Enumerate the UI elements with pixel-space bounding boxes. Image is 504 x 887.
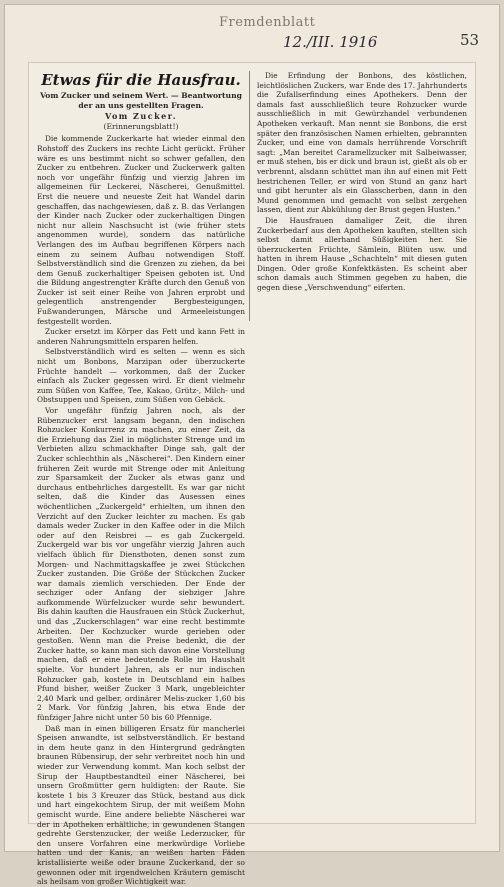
paragraph: Vor ungefähr fünfzig Jahren noch, als der Rübenzucker erst langsam begann, den indischen Rohzucker Konkurrenz zu machen, zu einer Zeit, da die Erziehung das Ziel in möglichster Strenge und im Verbieten allzu schmackhafter Dinge sah, galt der Zucker schlechthin als „Näscherei“. Den Kindern einer früheren Zeit wurde mit Strenge oder mit Anleitung zur Sparsamkeit der Zucker als etwas ganz und durchaus entbehrliches dargestellt. Es war gar nicht selten, daß die Kinder das Ausessen eines wöchentlichen „Zuckergeld“ erhielten, um ihnen den Verzicht auf den Zucker leichter zu machen. Es gab damals weder Zucker in den Kaffee oder in die Milch oder auf den Reisbrei — es gab Zuckergeld. Zuckergeld war bis vor ungefähr vierzig Jahren auch vielfach üblich für Dienstboten, denen sonst zum Morgen- und Nachmittagskaffee je zwei Stückchen Zucker zustanden. Die Größe der Stückchen Zucker war damals ziemlich verschieden. Der Ende der sechziger oder Anfang der siebziger Jahre aufkommende Würfelzucker wurde sehr bewundert. Bis dahin kauften die Hausfrauen ein Stück Zuckerhut, und das „Zuckerschlagen“ war eine recht bestimmte Arbeiten. Der Kochzucker wurde gerieben oder gestoßen. Wenn man die Preise bedenkt, die der Zucker hatte, so kann man sich davon eine Vorstellung machen, daß er eine bedeutende Rolle im Haushalt spielte. Vor hundert Jahren, als er nur indischen Rohzucker gab, kostete in Deutschland ein halbes Pfund bisher, weißer Zucker 3 Mark, ungebleichter 2,40 Mark und gelber, ordinärer Melis-zucker 1,60 bis 2 Mark. Vor fünfzig Jahren, bis etwa Ende der fünfziger Jahre nicht unter 50 bis 60 Pfennige. [37,406,245,722]
paragraph: Die Erfindung der Bonbons, des köstlichen, leichtlöslichen Zuckers, war Ende des 17. Jahrhunderts die Zufallserfindung eines Apothekers. Denn der damals fast ausschließlich teure Rohzucker wurde ausschließlich in mit Gewürzhandel verbundenen Apotheken verkauft. Man nennt sie Bonbons, die erst später den französischen Namen erhielten, gebrannten Zucker, und eine von damals herrührende Vorschrift sagt: „Man bereitet Caramellzucker mit Salbeiwasser, er muß stehen, bis er dick und braun ist, gießt als ob er verbrennt, alsdann schüttet man ihn auf einen mit Fett bestrichenen Teller, er wird von Stund an ganz hart und gibt herunter als ein Glasscherben, dann in den Mund genommen und gemacht von selbst zergehen lassen, dient zur Abkühlung der Brust gegen Husten.“ [257,71,467,215]
paragraph: Zucker ersetzt im Körper das Fett und kann Fett in anderen Nahrungsmitteln ersparen helfen. [37,327,245,346]
paragraph: Daß man in einen billigeren Ersatz für mancherlei Speisen anwandte, ist selbstverständlich. Er bestand in dem heute ganz in den Hintergrund gedrängten braunen Rübensirup, der sehr verbreitet noch hin und wieder zur Verwendung kommt. Man koch selbst der Sirup der Hauptbestandteil einer Näscherei, bei unsern Großmütter gern huldigten: der Raute. Sie kostete 1 bis 3 Kreuzer das Stück, bestand aus dick und hart eingekochtem Sirup, der mit weißem Mohn gemischt wurde. Eine andere beliebte Näscherei war der in Apotheken erhältliche, in gewundenen Stangen gedrehte Gerstenzucker, der weiße Lederzucker, für den unsere Vorfahren eine merkwürdige Vorliebe hatten und der Kanis, an weißen harten Fäden kristallisierte weiße oder braune Zuckerkand, der so gewonnen oder mit irgendwelchen Kräutern gemischt als heilsam von großer Wichtigkeit war. [37,723,245,887]
article-column-right [257,71,467,321]
handwritten-date: 12./III. 1916 [283,33,378,51]
article-column-left [37,71,245,887]
article-byline: Vom Zucker. [105,111,177,122]
paragraph: Die kommende Zuckerkarte hat wieder einmal den Rohstoff des Zuckers ins rechte Licht gerückt. Früher wäre es uns bestimmt nicht so schwer gefallen, den Zucker zu entbehren. Zucker und Zuckerwerk galten noch vor ungefähr fünfzig und vierzig Jahren im allgemeinen für Leckerei, Näscherei, Genußmittel. Erst die neuere und neueste Zeit hat Wandel darin geschaffen, das nachgewiesen, daß z. B. das Verlangen der Kinder nach Zucker oder zuckerhaltigen Dingen nicht nur allein Naschsucht ist (wie früher stets angenommen wurde), sondern das natürliche Verlangen des im Aufbau begriffenen Körpers nach einem zu seinem Aufbau notwendigen Stoff. Selbstverständlich sind die Grenzen zu ziehen, da bei dem Genuß zuckerhaltiger Speisen geboten ist. Und die Bildung angestrengter Kräfte durch den Genuß von Zucker ist seit einer Reihe von Jahren erprobt und gelegentlich anstrengender Bergbesteigungen, Fußwanderungen, Märsche und Armeeleistungen festgestellt worden. [37,134,245,326]
article-subtitle: Vom Zucker und seinem Wert. — Beantwortung der an uns gestellten Fragen. [40,91,242,110]
page-number: 53 [460,31,480,49]
source-stamp: Fremdenblatt [219,15,316,30]
column-divider [249,71,250,321]
newspaper-clipping [28,62,476,887]
article-title: Etwas für die Hausfrau. [41,71,241,89]
article-intro: (Erinnerungsblatt!) [103,121,179,131]
paragraph: Selbstverständlich wird es selten — wenn es sich nicht um Bonbons, Marzipan oder überzuckerte Früchte handelt — vorkommen, daß der Zucker einfach als Zucker gegessen wird. Er dient vielmehr zum Süßen von Kaffee, Tee, Kakao, Grütz-, Milch- und Obstsuppen und Speisen, zum Süßen von Gebäck. [37,347,245,405]
paragraph: Die Hausfrauen damaliger Zeit, die ihren Zuckerbedarf aus den Apotheken kauften, stellten sich selbst damit allerhand Süßigkeiten her. Sie überzuckerten Früchte, Sämlein, Blüten usw. und hatten in ihrem Hause „Schachteln“ mit diesen guten Dingen. Oder große Konfektkästen. Es scheint aber schon damals auch Stimmen gegeben zu haben, die gegen diese „Verschwendung“ eiferten. [257,215,467,293]
